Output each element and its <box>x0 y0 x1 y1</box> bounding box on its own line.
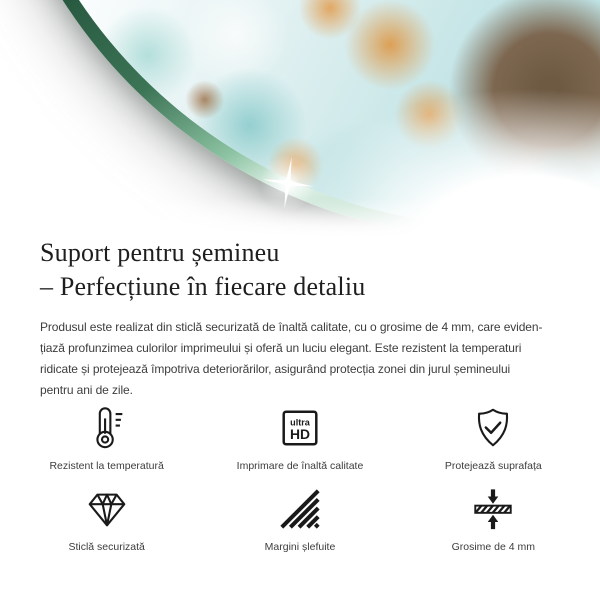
product-description <box>0 317 600 401</box>
description-line: țiază profunzimea culorilor imprimeului și oferă un luciu elegant. Este rezistent la temperaturi <box>40 341 522 355</box>
product-image <box>0 0 600 236</box>
ultra-hd-icon-text-big: HD <box>289 426 311 443</box>
feature-polished-edges <box>203 486 396 553</box>
feature-protects-surface <box>397 405 590 472</box>
page-title-line1: Suport pentru șemineu <box>40 238 280 267</box>
feature-label: Protejează suprafața <box>444 460 542 472</box>
feature-print-quality <box>203 405 396 472</box>
thermometer-icon <box>84 405 130 451</box>
feature-label: Sticlă securizată <box>68 541 145 553</box>
product-description-section <box>0 236 600 553</box>
page-title-line2: – Perfecțiune în fiecare detaliu <box>40 272 366 301</box>
diamond-icon <box>84 486 130 532</box>
description-line: ridicate și protejează împotriva deteriorărilor, asigurând protecția zonei din jurul șemineului <box>40 362 511 376</box>
feature-label: Imprimare de înaltă calitate <box>236 460 364 472</box>
description-line: pentru ani de zile. <box>40 383 133 397</box>
feature-tempered-glass <box>10 486 203 553</box>
feature-label: Grosime de 4 mm <box>451 541 536 553</box>
shield-check-icon <box>470 405 516 451</box>
description-line: Produsul este realizat din sticlă securizată de înaltă calitate, cu o grosime de 4 mm, care eviden- <box>40 320 543 334</box>
polished-edges-icon <box>277 486 323 532</box>
feature-thickness <box>397 486 590 553</box>
compress-thickness-icon <box>470 486 516 532</box>
ultra-hd-icon <box>277 405 323 451</box>
feature-temperature <box>10 405 203 472</box>
sparkle-icon <box>254 149 322 217</box>
page-title <box>0 236 600 304</box>
feature-label: Rezistent la temperatură <box>49 460 164 472</box>
ultra-hd-icon-text-small: ultra <box>290 417 310 428</box>
feature-label: Margini șlefuite <box>264 541 336 553</box>
feature-grid <box>0 405 600 553</box>
